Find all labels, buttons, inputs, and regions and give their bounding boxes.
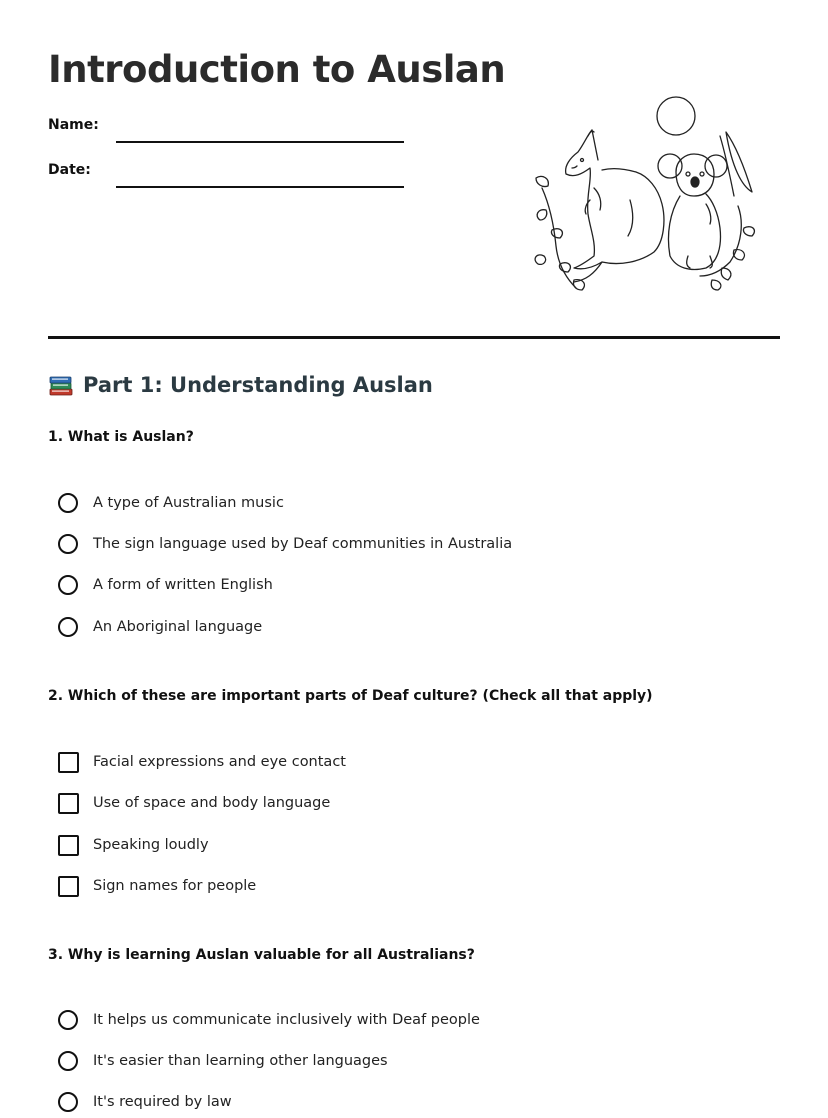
kangaroo-icon <box>566 130 664 282</box>
option-label: Use of space and body language <box>93 795 331 811</box>
radio-button[interactable] <box>58 534 78 554</box>
option-label: It helps us communicate inclusively with Deaf people <box>93 1012 480 1028</box>
question-3-option-2[interactable] <box>58 1048 388 1074</box>
checkbox[interactable] <box>58 876 79 897</box>
koala-icon <box>658 154 727 270</box>
name-label: Name: <box>48 117 99 133</box>
section-title: Part 1: Understanding Auslan <box>83 373 433 397</box>
question-1-option-3[interactable] <box>58 572 273 598</box>
page-title: Introduction to Auslan <box>48 48 506 91</box>
option-label: It's easier than learning other languages <box>93 1053 388 1069</box>
question-2: 2. Which of these are important parts of Deaf culture? (Check all that apply) <box>48 688 653 704</box>
eucalyptus-leaves-icon <box>535 132 754 290</box>
name-line[interactable] <box>116 141 404 143</box>
kangaroo-koala-illustration <box>530 96 762 296</box>
moon-icon <box>657 97 695 135</box>
radio-button[interactable] <box>58 1092 78 1112</box>
option-label: Sign names for people <box>93 878 257 894</box>
section-heading <box>48 372 433 398</box>
question-3: 3. Why is learning Auslan valuable for all Australians? <box>48 947 475 963</box>
question-2-option-2[interactable] <box>58 790 330 816</box>
option-label: The sign language used by Deaf communities in Australia <box>93 536 513 552</box>
option-label: A type of Australian music <box>93 495 284 511</box>
radio-button[interactable] <box>58 1010 78 1030</box>
name-field <box>48 117 404 133</box>
radio-button[interactable] <box>58 575 78 595</box>
question-3-option-3[interactable] <box>58 1089 232 1115</box>
date-label: Date: <box>48 162 91 178</box>
checkbox[interactable] <box>58 793 79 814</box>
date-field <box>48 162 404 178</box>
question-1-option-1[interactable] <box>58 490 284 516</box>
question-1: 1. What is Auslan? <box>48 429 194 445</box>
option-label: It's required by law <box>93 1094 232 1110</box>
question-1-option-4[interactable] <box>58 614 262 640</box>
question-2-option-1[interactable] <box>58 749 346 775</box>
question-3-option-1[interactable] <box>58 1007 480 1033</box>
radio-button[interactable] <box>58 493 78 513</box>
option-label: An Aboriginal language <box>93 619 263 635</box>
checkbox[interactable] <box>58 752 79 773</box>
option-label: A form of written English <box>93 577 273 593</box>
section-divider <box>48 336 780 339</box>
option-label: Speaking loudly <box>93 837 209 853</box>
books-icon <box>48 372 74 398</box>
question-1-option-2[interactable] <box>58 531 512 557</box>
question-2-option-3[interactable] <box>58 832 209 858</box>
question-2-option-4[interactable] <box>58 873 256 899</box>
option-label: Facial expressions and eye contact <box>93 754 346 770</box>
checkbox[interactable] <box>58 835 79 856</box>
radio-button[interactable] <box>58 1051 78 1071</box>
radio-button[interactable] <box>58 617 78 637</box>
date-line[interactable] <box>116 186 404 188</box>
